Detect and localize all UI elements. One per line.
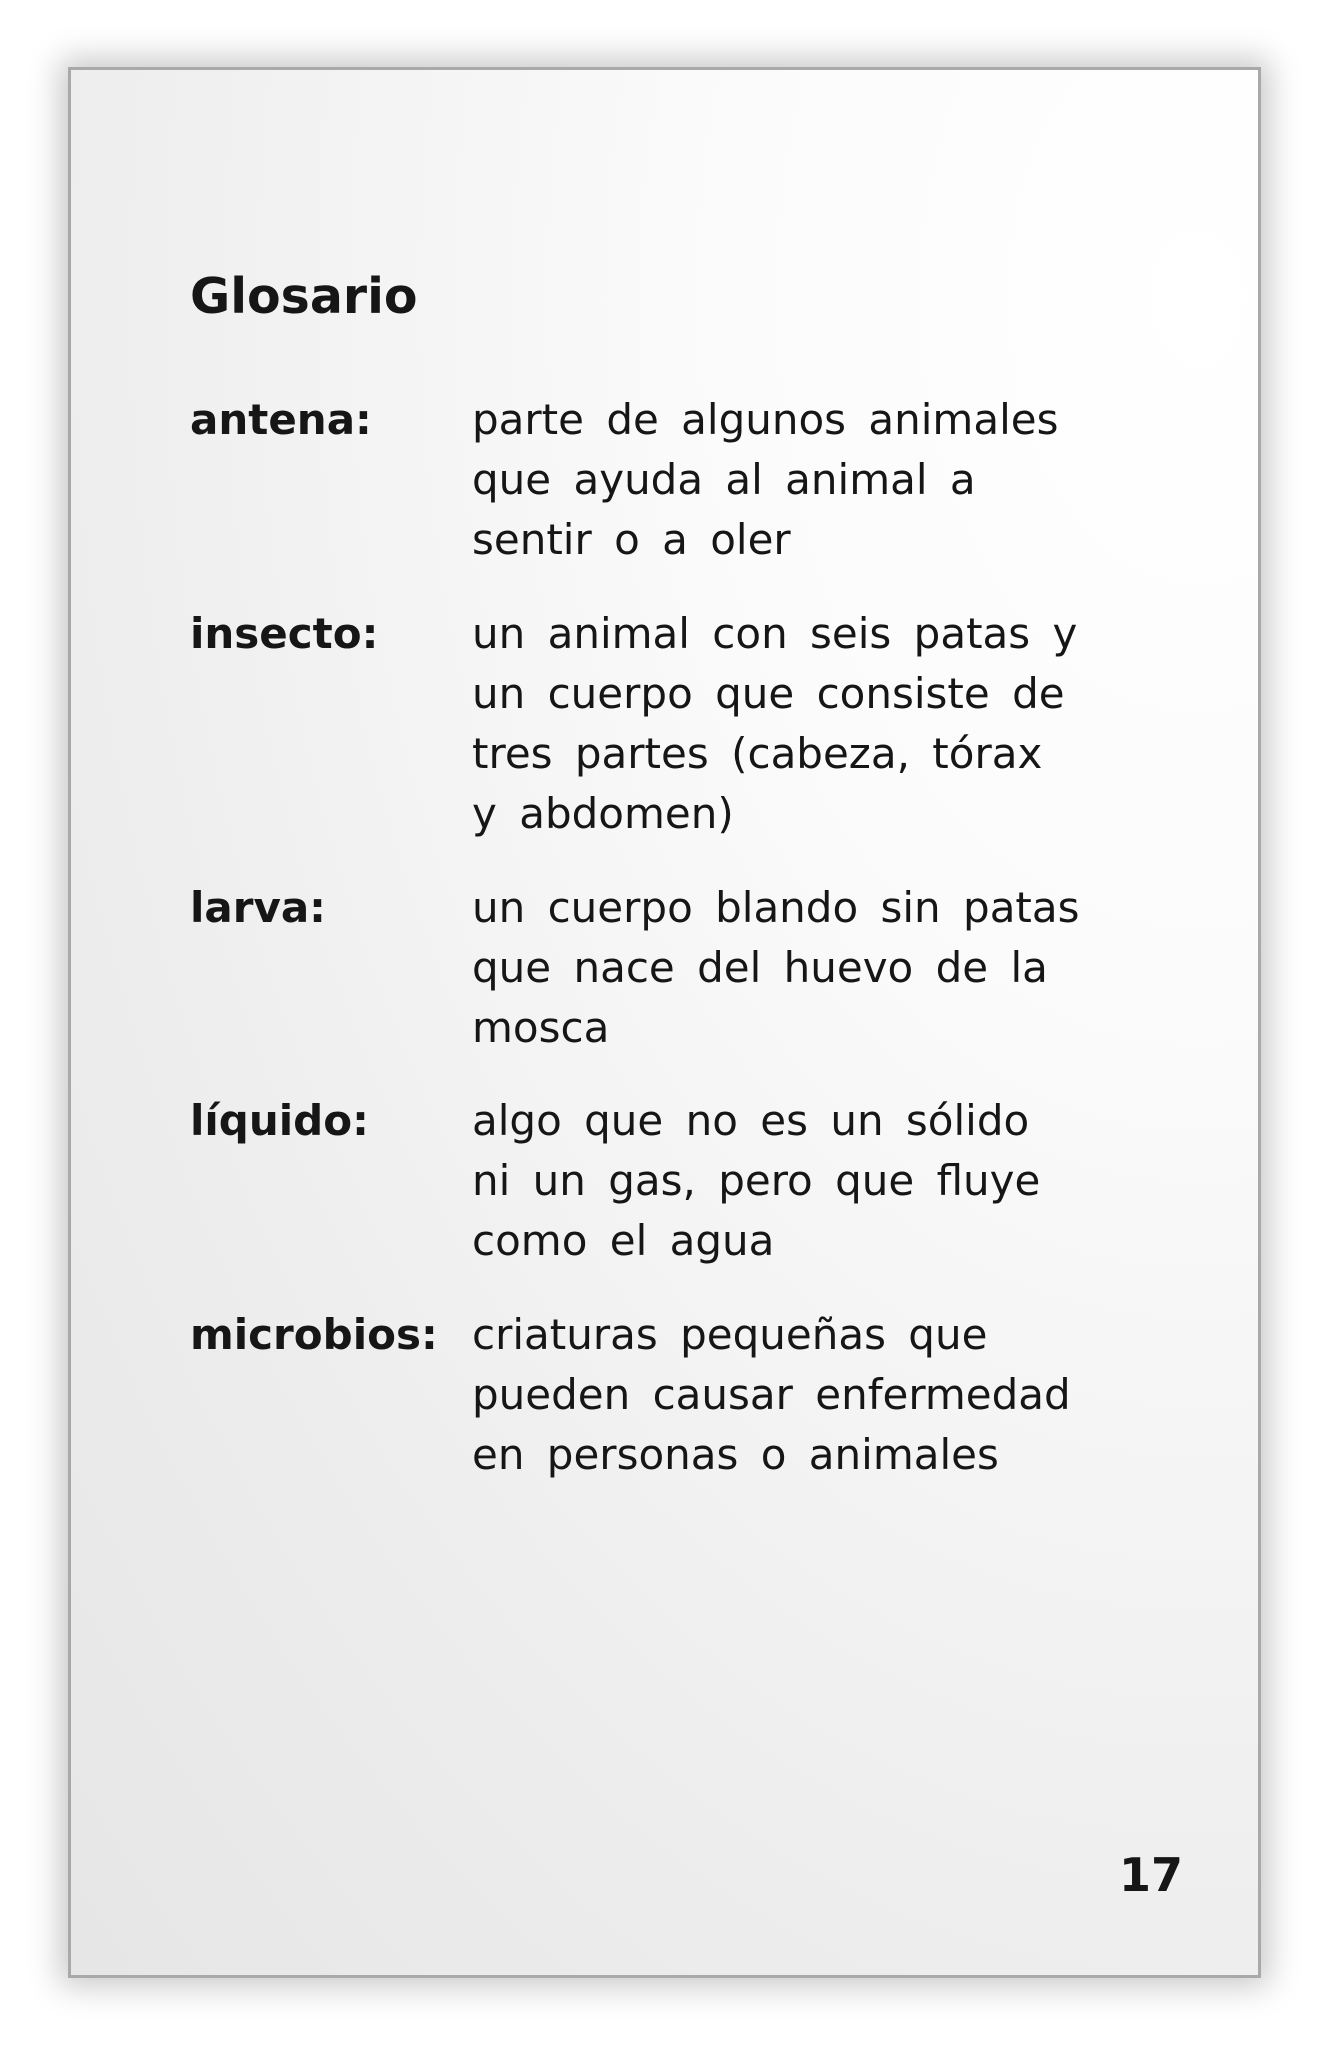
definition-line: que ayuda al animal a (472, 455, 976, 504)
definition-line: sentir o a oler (472, 515, 791, 564)
page-number: 17 (1118, 1848, 1183, 1902)
glossary-term: microbios: (190, 1310, 438, 1359)
glossary-definition (472, 1091, 1040, 1271)
definition-line: mosca (472, 1003, 610, 1052)
glossary-definition (472, 878, 1080, 1058)
glossary-definition (472, 1305, 1071, 1485)
definition-line: y abdomen) (472, 789, 734, 838)
definition-line: que nace del huevo de la (472, 943, 1048, 992)
glossary-term: líquido: (190, 1096, 369, 1145)
glossary-title: Glosario (190, 268, 418, 325)
definition-line: criaturas pequeñas que (472, 1310, 988, 1359)
definition-line: tres partes (cabeza, tórax (472, 729, 1043, 778)
glossary-term: larva: (190, 883, 326, 932)
glossary-term: antena: (190, 395, 372, 444)
definition-line: ni un gas, pero que fluye (472, 1156, 1041, 1205)
definition-line: en personas o animales (472, 1430, 999, 1479)
definition-line: un animal con seis patas y (472, 609, 1078, 658)
glossary-term: insecto: (190, 609, 379, 658)
definition-line: como el agua (472, 1216, 775, 1265)
definition-line: parte de algunos animales (472, 395, 1059, 444)
definition-line: un cuerpo blando sin patas (472, 883, 1080, 932)
glossary-definition (472, 604, 1077, 844)
glossary-definition (472, 390, 1058, 570)
definition-line: algo que no es un sólido (472, 1096, 1030, 1145)
definition-line: un cuerpo que consiste de (472, 669, 1065, 718)
definition-line: pueden causar enfermedad (472, 1370, 1071, 1419)
